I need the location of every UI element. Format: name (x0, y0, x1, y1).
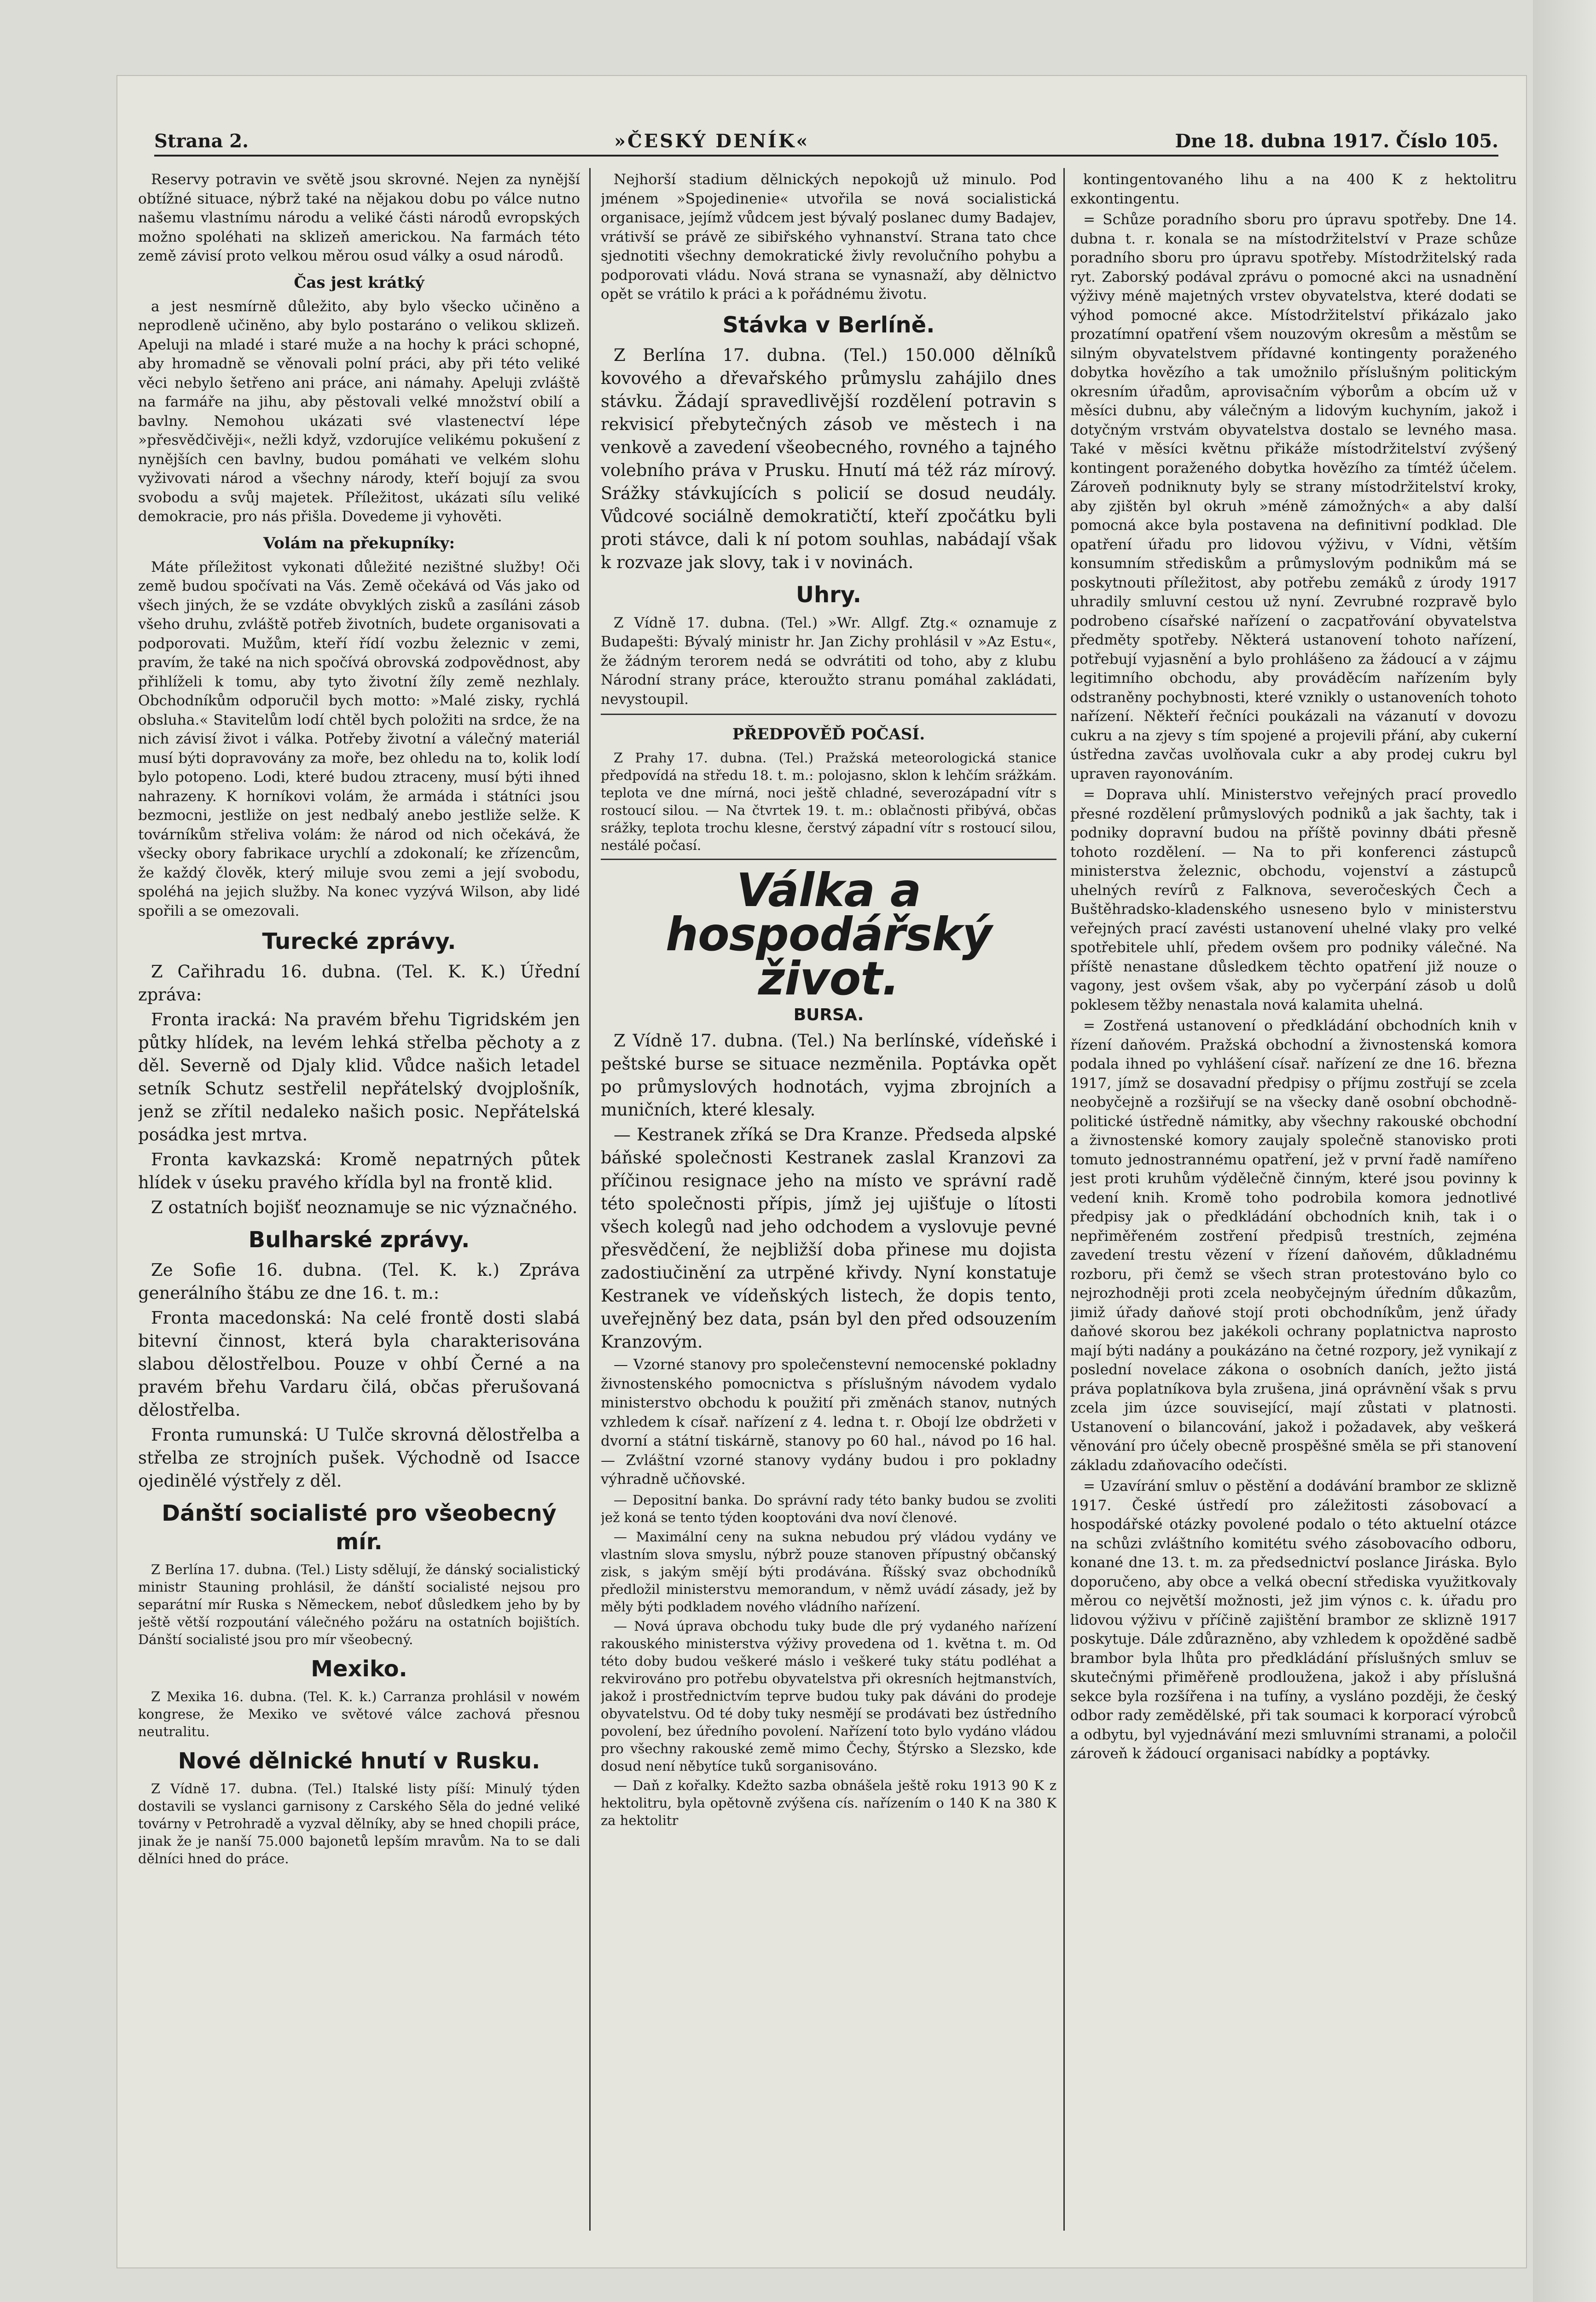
article-paragraph: Fronta iracká: Na pravém břehu Tigridském jen půtky hlídek, na levém lehká střelba pěchoty a z děl. Severně od Djaly klid. Vůdce našich letadel setník Schutz sestřelil nepřátelský dvojplošník, jenž se zřítil nedaleko našich posic. Nepřátelská posádka jest mrtva. (138, 1010, 580, 1145)
subheading: Volám na překupníky: (263, 534, 455, 552)
scan-right-edge (1533, 0, 1596, 2302)
article-paragraph: — Kestranek zříká se Dra Kranze. Předseda alpské báňské společnosti Kestranek zaslal Kranzovi za příčinou resignace jeho na místo ve správní radě této společnosti přípis, jímž jej ujišťuje o lítosti všech kolegů nad jeho odchodem a vyslovuje pevné přesvědčení, že nejbližší doba přinese mu dojista zadostiučinění za utrpěné křivdy. Nyní konstatuje Kestranek ve vídeňských listech, že dopis tento, uveřejněný bez data, psán byl den před odsouzením Kranzovým. (601, 1125, 1056, 1352)
newspaper-page (117, 76, 1526, 2267)
article-paragraph: Fronta rumunská: U Tulče skrovná dělostřelba a střelba ze strojních pušek. Východně od Isacce ojedinělé výstřely z děl. (138, 1425, 580, 1491)
article-paragraph: = Doprava uhlí. Ministerstvo veřejných prací provedlo přesné rozdělení průmyslových podniků a jak šachty, tak i podniky dopravní budou na příště povinny dbáti přesně tohoto rozdělení. — Na to při konferenci zástupců ministerstva železnic, obchodu, vojenství a zástupců uhelných revírů z Falknova, severočeských Čech a Buštěhradsko-kladenského usneseno bylo v ministerstvu veřejných prací zavésti ustanovení uhelné vlaky pro velké spotřebitele uhlí, předem ovšem pro podniky válečné. Na příště nenastane důsledkem těchto opatření již nouze o vagony, jest ovšem však, aby po vyčerpání zásob u dolů poklesem těžby nenastala nová kalamita uhelná. (1070, 786, 1517, 1013)
column-rule (589, 168, 591, 2231)
article-paragraph: — Maximální ceny na sukna nebudou prý vládou vydány ve vlastním slova smyslu, nýbrž pouze stanoven přípustný občanský zisk, s jakým smějí býti prodávána. Říšský svaz obchodníků předložil ministerstvu memorandum, v němž uvádí zásady, jež by měly býti podkladem nového vládního nařízení. (601, 1529, 1056, 1615)
article-heading: Bulharské zprávy. (248, 1227, 470, 1253)
weather-heading: PŘEDPOVĚĎ POČASÍ. (732, 725, 925, 744)
article-heading: Dánští socialisté pro všeobecný mír. (162, 1500, 557, 1555)
weather-box (601, 714, 1056, 860)
page-number: Strana 2. (154, 130, 249, 152)
article-paragraph: = Schůze poradního sboru pro úpravu spotřeby. Dne 14. dubna t. r. konala se na místodržitelství v Praze schůze poradního sboru pro úpravu spotřeby. Místodržitelský rada ryt. Zaborský podával zprávu o pomocné akci na usnadnění výživy méně majetných vrstev obyvatelstva, které dodati se výhod pomocné akce. Místodržitelství přikázalo jako prozatímní opatření všem nouzovým okresům a městům se silným obyvatelstvem přídavné kontingenty poraženého dobytka hovězího a tak umožnilo příslušným politickým okresním úřadům, aprovisačním výborům a obcím už v měsíci dubnu, aby válečným a lidovým kuchyním, jakož i dotyčným vrstvám obyvatelstva dostalo se levného masa. Také v měsíci květnu přikáže místodržitelství zvýšený kontingent poraženého dobytka hovězího za tímtéž účelem. Zároveň podniknuty byly se strany místodržitelství kroky, aby zjištěn byl okruh »méně zámožných« a aby další pomocná akce byla postavena na definitivní podklad. Dle opatření úřadu pro lidovou výživu, v Vídni, větším konsumním střediskům a průmyslovým podnikům má se poskytnouti příležitost, aby potřebu zemáků z úrody 1917 uhradily smluvní cestou už nyní. Zevrubné rozpravě bylo podrobeno císařské nařízení o zacpatřování obyvatelstva předměty spotřeby. Některá ustanovení tohoto nařízení, potřebují vyjasnění a bylo prohlášeno za žádoucí a v zájmu legitimního obchodu, aby prováděcím nařízením byly odstraněny pochybnosti, které vznikly o ustanoveních tohoto nařízení. Někteří řečníci poukázali na vázanutí v dovozu cukru a na zjevy s tím spojené a projevili přání, aby cukerní ústředna zavčas uvolňovala cukr a aby prodej cukru byl upraven rayonováním. (1070, 211, 1517, 782)
article-heading: Turecké zprávy. (262, 929, 456, 954)
subheading: Čas jest krátký (294, 273, 424, 292)
article-paragraph: Z Vídně 17. dubna. (Tel.) Na berlínské, vídeňské i peštské burse se situace nezměnila. Poptávka opět po průmyslových hodnotách, vyjma zbrojních a muničních, které klesaly. (601, 1031, 1056, 1120)
article-heading: Uhry. (796, 581, 861, 608)
article-heading: Mexiko. (311, 1656, 407, 1682)
subheading: BURSA. (793, 1006, 864, 1024)
article-paragraph: = Zostřená ustanovení o předkládání obchodních knih v řízení daňovém. Pražská obchodní a živnostenská komora podala ihned po vyhlášení císař. nařízení ze dne 16. března 1917, jímž se dosavadní předpisy o příjmu zostřují se zcela neobyčejně a rozšiřují se na všecky daně osobní obchodně-politické ústředně námitky, aby všechny rakouské obchodní a živnostenské komory zaujaly společně stanovisko proti tomuto jednostrannému opatření, jež v první řadě namířeno jest proti kruhům výdělečně činným, které jsou povinny k vedení knih. Kromě toho podrobila komora jednotlivé předpisy jak o předkládání obchodních knih, tak i o nepřiměřeném zostření předpisů trestních, zejména zavedení trestu vězení v řízení daňovém, důkladnému rozboru, při čemž se všech stran protestováno bylo co nejrozhodněji proti zcela neobyčejným úředním důkazům, jimiž úřady daňové stojí proti obchodníkům, jenž úřady daňové skorou bez jakékoli ochrany poplatnictva naprosto mají býti nadány a poukázáno na četné rozpory, jež vynikají z poslední novelace zákona o osobních daních, ježto jistá práva poplatníkova byla zrušena, jiná oprávnění však s prvu zcela jim úzce související, mají zůstati v platnosti. Ustanovení o bilancování, jakož i požadavek, aby veškerá věnování pro účely obecně prospěšné směla se při stanovení základu zdaňovacího odečísti. (1070, 1017, 1517, 1474)
article-paragraph: — Depositní banka. Do správní rady této banky budou se zvoliti jež koná se tento týden kooptováni dva noví členové. (601, 1492, 1056, 1525)
article-lede: Z Cařihradu 16. dubna. (Tel. K. K.) Úřední zpráva: (138, 962, 580, 1005)
article-paragraph: Z Berlína 17. dubna. (Tel.) 150.000 dělníků kovového a dřevařského průmyslu zahájilo dnes stávku. Žádají spravedlivější rozdělení potravin s rekvisicí přebytečných zásob ve městech i na venkově a zavedení všeobecného, rovného a tajného volebního práva v Prusku. Hnutí má též ráz mírový. Srážky stávkujících s policií se dosud neudály. Vůdcové sociálně demokratičtí, kteří zpočátku byli proti stávce, dali k ní potom souhlas, nabádají však k rozvaze jak slovy, tak i v novinách. (601, 345, 1056, 572)
article-paragraph: a jest nesmírně důležito, aby bylo všecko učiněno a neprodleně učiněno, aby bylo postaráno o velikou sklizeň. Apeluji na mladé i staré muže a na hochy k práci schopné, aby hromadně se věnovali polní práci, aby při této veliké věci nebylo šetřeno ani práce, ani námahy. Apeluji zvláště na farmáře na jihu, aby pěstovali velké množství obilí a bavlny. Nemohou ukázati své vlastenectví lépe »přesvědčivěji«, nežli když, vzdorujíce velikému pokušení z nynějších cen bavlny, budou pomáhati ve velkém slohu vyživovati národ a všechny národy, kteří bojují za svou svobodu a svůj majetek. Příležitost, ukázati sílu veliké demokracie, pro nás přišla. Dovedeme ji vyhověti. (138, 298, 580, 525)
article-heading: Nové dělnické hnutí v Rusku. (178, 1748, 540, 1774)
article-heading: Stávka v Berlíně. (722, 312, 935, 338)
column-2 (601, 170, 1056, 2242)
article-paragraph: = Uzavírání smluv o pěstění a dodávání brambor ze sklizně 1917. České ústředí pro záležitosti zásobovací a hospodářské otázky povolené podalo o této aktuelní otázce na schůzi zvláštního komitétu svého zásobovacího odboru, konané dne 13. t. m. za předsednictví poslance Jiráska. Bylo doporučeno, aby obce a velká obecní střediska využitkovaly měrou co největší možnosti, jež jim výnos c. k. úřadu pro lidovou výživu v příčině zajištění brambor ze sklizně 1917 poskytuje. Dále zdůrazněno, aby vzhledem k opožděné sadbě brambor byla lhůta pro předkládání příslušných smluv se skutečnými přiměřeně prodloužena, jakož i aby příslušná sekce byla rozšířena i na tufíny, a vysláno později, že český odbor rady zemědělské, při tak soumaci k korporací výrobců a odbytu, byl vyjednávání mezi smluvními stranami, a poločil zároveň k žádoucí organisaci nabídky a poptávky. (1070, 1478, 1517, 1762)
article-paragraph: Fronta macedonská: Na celé frontě dosti slabá bitevní činnost, která byla charakterisována slabou dělostřelbou. Pouze v ohbí Černé a na pravém břehu Vardaru čilá, občas přerušovaná dělostřelba. (138, 1308, 580, 1420)
article-paragraph: Nejhorší stadium dělnických nepokojů už minulo. Pod jménem »Spojedinenie« utvořila se nová socialistická organisace, jejímž vůdcem jest bývalý poslanec dumy Badajev, vrátivší se právě ze sibiřského vyhnanství. Strana tato chce sjednotiti všechny demokratické živly revolučního pohybu a podporovati vládu. Nová strana se vynasnaží, aby dělnictvo opět se vrátilo k práci a k pořádnému životu. (601, 171, 1056, 302)
page-header (154, 120, 1498, 157)
article-paragraph: Z Berlína 17. dubna. (Tel.) Listy sdělují, že dánský socialistický ministr Stauning prohlásil, že dánští socialisté nejsou pro separátní mír Ruska s Německem, neboť důsledkem jeho by by ještě větší rozpoutání válečného požáru na ostatních bojištích. Dánští socialisté jsou pro mír všeobecný. (138, 1562, 580, 1647)
article-paragraph: Z ostatních bojišť neoznamuje se nic význačného. (151, 1198, 578, 1217)
column-1 (138, 170, 580, 2242)
issue-date: Dne 18. dubna 1917. Číslo 105. (1175, 130, 1498, 152)
article-paragraph: — Vzorné stanovy pro společenstevní nemocenské pokladny živnostenského pomocnictva s příslušným návodem vydalo ministerstvo obchodu k použití při změnách stanov, nutných vzhledem k císař. nařízení z 4. ledna t. r. Obojí lze obdržeti v dvorní a státní tiskárně, stanovy po 60 hal., návod po 16 hal. — Zvláštní vzorné stanovy vydány budou i pro pokladny výhradně učňovské. (601, 1356, 1056, 1488)
weather-forecast: Z Prahy 17. dubna. (Tel.) Pražská meteorologická stanice předpovídá na středu 18. t. m.: polojasno, sklon k lehčím srážkám. teplota ve dne mírná, noci ještě chladné, severozápadní vítr s rostoucí silou. — Na čtvrtek 19. t. m.: oblačnosti přibývá, občas srážky, teplota trochu klesne, čerstvý západní vítr s rostoucí silou, nestálé počasí. (601, 750, 1056, 853)
article-paragraph: — Nová úprava obchodu tuky bude dle prý vydaného nařízení rakouského ministerstva výživy provedena od 1. května t. m. Od této doby budou veškeré máslo i veškeré tuky státu podléhat a rekvirováno pro potřebu obyvatelstva při okresních hejtmanstvích, jakož i prostřednictvím teprve budou tuky pak dáváni do prodeje obyvatelstvu. Od té doby tuky nesmějí se prodávati bez ústředního povolení, bez úředního povolení. Nařízení toto bylo vydáno vládou pro všechny rakouské země mimo Čechy, Štýrsko a Slezsko, kde dosud není něbytíce tuků sorganisováno. (601, 1618, 1056, 1774)
article-paragraph: Z Vídně 17. dubna. (Tel.) »Wr. Allgf. Ztg.« oznamuje z Budapešti: Bývalý ministr hr. Jan Zichy prohlásil v »Az Estu«, že žádným terorem nedá se odvrátiti od toho, aby z klubu Národní strany práce, kteroužto stranu pomáhal zakládati, nevystoupil. (601, 614, 1056, 708)
article-paragraph: kontingentovaného lihu a na 400 K z hektolitru exkontingentu. (1070, 171, 1517, 207)
article-paragraph: Fronta kavkazská: Kromě nepatrných půtek hlídek v úseku pravého křídla byl na frontě klid. (138, 1150, 580, 1192)
article-paragraph: Reservy potravin ve světě jsou skrovné. Nejen za nynější obtížné situace, nýbrž také na nějakou dobu po válce nutno našemu vlastnímu národu a veliké části národů evropských možno spoléhati na sklizeň americkou. Na farmách této země závisí proto velkou měrou osud války a osud národů. (138, 171, 580, 264)
article-paragraph: — Daň z kořalky. Kdežto sazba obnášela ještě roku 1913 90 K z hektolitru, byla opětovně zvýšena cís. nařízením o 140 K na 380 K za hektolitr (601, 1777, 1056, 1828)
article-paragraph: Máte příležitost vykonati důležité nezištné služby! Oči země budou spočívati na Vás. Země očekává od Vás jako od všech jiných, že se vzdáte obvyklých zisků a zasíláni zásob všeho druhu, zvláště potřeb životních, budete organisovati a podporovati. Mužům, kteří řídí vozbu železnic v zemi, pravím, že také na nich spočívá obrovská zodpovědnost, aby přihlíželi k tomu, aby tyto životní žíly země nezhlaly. Obchodníkům odporučil bych motto: »Malé zisky, rychlá obsluha.« Stavitelům lodí chtěl bych položiti na srdce, že na nich závisí život i válka. Potřeby životní a válečný materiál musí býti dopravovány za moře, bez ohledu na to, kolik lodí bylo potopeno. Lodi, které budou ztraceny, musí býti ihned nahrazeny. K horníkovi volám, že armáda i státníci jsou bezmocni, jestliže on jest nedbalý anebo jestliže selže. K továrníkům střeliva volám: že národ od nich očekává, že všecky obory fabrikace urychlí a zdokonalí; ke zřízencům, že každý člověk, který miluje svou zemi a její svobodu, spoléhá na jejich služby. Na konec vyzývá Wilson, aby lidé spořili a se omezovali. (138, 558, 580, 919)
article-paragraph: Ze Sofie 16. dubna. (Tel. K. k.) Zpráva generálního štábu ze dne 16. t. m.: (138, 1260, 580, 1303)
column-rule (1063, 168, 1065, 2231)
column-3 (1070, 170, 1517, 2242)
article-paragraph: Z Vídně 17. dubna. (Tel.) Italské listy píší: Minulý týden dostavili se vyslanci garnisony z Carského Sěla do jedné veliké továrny v Petrohradě a vyzval dělníky, aby se hned chopili práce, jinak že je nanší 75.000 bajonetů lepším mravům. Na to se dali dělníci hned do práce. (138, 1781, 580, 1866)
newspaper-title: »ČESKÝ DENÍK« (614, 130, 810, 152)
section-heading: Válka a hospodářský život. (665, 863, 992, 1006)
article-paragraph: Z Mexika 16. dubna. (Tel. K. k.) Carranza prohlásil v nowém kongrese, že Mexiko ve světové válce zachová přesnou neutralitu. (138, 1689, 580, 1739)
